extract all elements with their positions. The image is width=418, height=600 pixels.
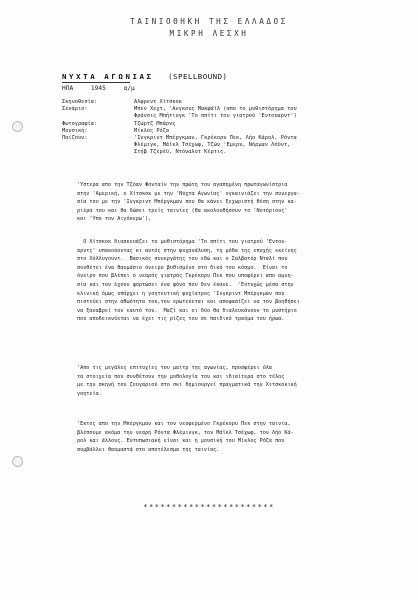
archive-name: ΤΑΙΝΙΟΘΗΚΗ ΤΗΣ ΕΛΛΑΔΟΣ (130, 17, 288, 26)
credit-row (62, 106, 402, 120)
closing-stars: *********************** (143, 503, 275, 511)
body-paragraph-plot: Ο Χίτσκοκ διασκευάζει το μυθιστόρημα 'Το σπίτι του γιατρού 'Εντου- αρντς' υπακούοντας κι αυτός στην ψυχανάλυση, τη μόδα της εποχής εκείνης στο Χόλλυγουντ. Βασικός συνεργάτης του εδώ και ο Σαλβατόρ Νταλί που συνθέτει ένα θαυμάσιο όνειρο βυθισμένο στο δικό του κόσμο. Είναι το όνειρο που βλέπει ο νεαρός γιατρός Γκρέκορυ Πεκ που υποφέρει απο αμνη- σία και του έχουν φορτώσει ένα φόνο που δεν έκανε. 'Ευτυχώς μέσα στην κλινική όμως υπάρχει η γοητευτική ψυχίατρος 'Ινγκριντ Μπέργκμαν που πιστεύει στην αθωότητα του,τον ερωτεύεται και αποφασίζει να τον βοηθήσει να ξαναβρεί τον εαυτό του. Μαζί και οι δύο θα διαλευκάνουν το μυστήριο που αποδεικνύεται να έχει τις ρίζες του σε παιδικό τραύμα του ήρωα. (77, 239, 300, 323)
credit-row (62, 128, 402, 135)
film-original-title: (SPELLBOUND) (168, 72, 228, 81)
title-underline (62, 82, 130, 83)
credit-label: Σενάριο: (62, 106, 88, 113)
credits-block (62, 99, 402, 157)
body-paragraph-style: 'Απο τις μεγάλες επιτυχίες του μαίτρ της αγωνίας, προσφέρει όλα τα στοιχεία που συνθέτουν την μυθολογία του και ιδιαίτερα στο τέλος με την σκηνή του ζευγαριού στο σκί δημιουργεί πραγματικά την Χιτσκοκική γοητεία. (77, 365, 297, 397)
body-paragraph-cast: 'Εκτος απο την Μπέργκμαν και τον νεοφερμένο Γκρέκορυ Πεκ στην ταινία, βλέπουμε ακόμα την νεαρή Ρόντα Φλέμινγκ, τον Μάϊκλ Τσέχωφ, τον Λήο Κά- ρολ και άλλους. Εντυπωσιακή είναι και η μουσική του Μίκλος Ρόζα που συμβάλλει θαυμαστά στο αποτέλεσμα της ταινίας. (77, 421, 294, 453)
credit-row (62, 135, 402, 157)
credit-value: Μπεν Χεχτ, 'Ανγκους Μακφάϊλ (απο το μυθιστόρημα του Φράνσις Μπήτινγκ 'Το σπίτι του γιατρού 'Εντουαρντ') (134, 106, 297, 120)
club-name: ΜΙΚΡΗ ΛΕΣΧΗ (169, 29, 249, 38)
body-paragraph-intro: 'Υστερα απο την Τζόαν Φονταίν την πρώτη του αγαπημένη πρωταγωνίστρια στην 'Αμερική, ο Χίτσκοκ με την 'Νύχτα Αγωνίας' εγκαινιάζει την συνεργα- σία του με την 'Ινγκριντ Μπέργκμαν που θα κάνει ξεχωριστή θέση στην κα- ριέρα του και θα δώσει τρείς ταινίες (θα ακολουθήσουν το 'Νοτόριους' και 'Υπο τον Αιγόκερω'). (77, 182, 300, 223)
credit-value: Αλφρεντ Χίτσκοκ (134, 99, 182, 105)
credit-label: Μουσική: (62, 127, 88, 134)
credit-value: Τζώρτζ Μπάρνς (134, 120, 176, 127)
punch-hole (12, 121, 23, 132)
credit-label: Παίζουν: (62, 135, 88, 142)
film-title-row (62, 72, 228, 81)
credit-row (62, 121, 402, 128)
film-meta (62, 85, 149, 92)
credit-value: Μίκλος Ρόζα (134, 127, 170, 134)
punch-hole (12, 456, 23, 467)
credit-label: Φωτογραφία: (62, 120, 98, 127)
film-format: α/μ (123, 85, 135, 92)
film-country: ΗΠΑ (62, 85, 74, 92)
credit-value: 'Ινγκριντ Μπέργκμαν, Γκρέκορυ Πεκ, Λήο Κάρολ, Ρόντα Φλέμιγκ, Μάϊκλ Τσέχωφ, Τζών 'Εμερυ, Νόρμαν Λόϋντ, Στήβ Τζερέϋ, Ντόναλντ Κέρτις. (134, 135, 297, 156)
credit-label: Σκηνοθεσία: (62, 99, 98, 105)
film-year: 1945 (90, 85, 106, 92)
film-title: ΝΥΧΤΑ ΑΓΩΝΙΑΣ (62, 72, 154, 81)
